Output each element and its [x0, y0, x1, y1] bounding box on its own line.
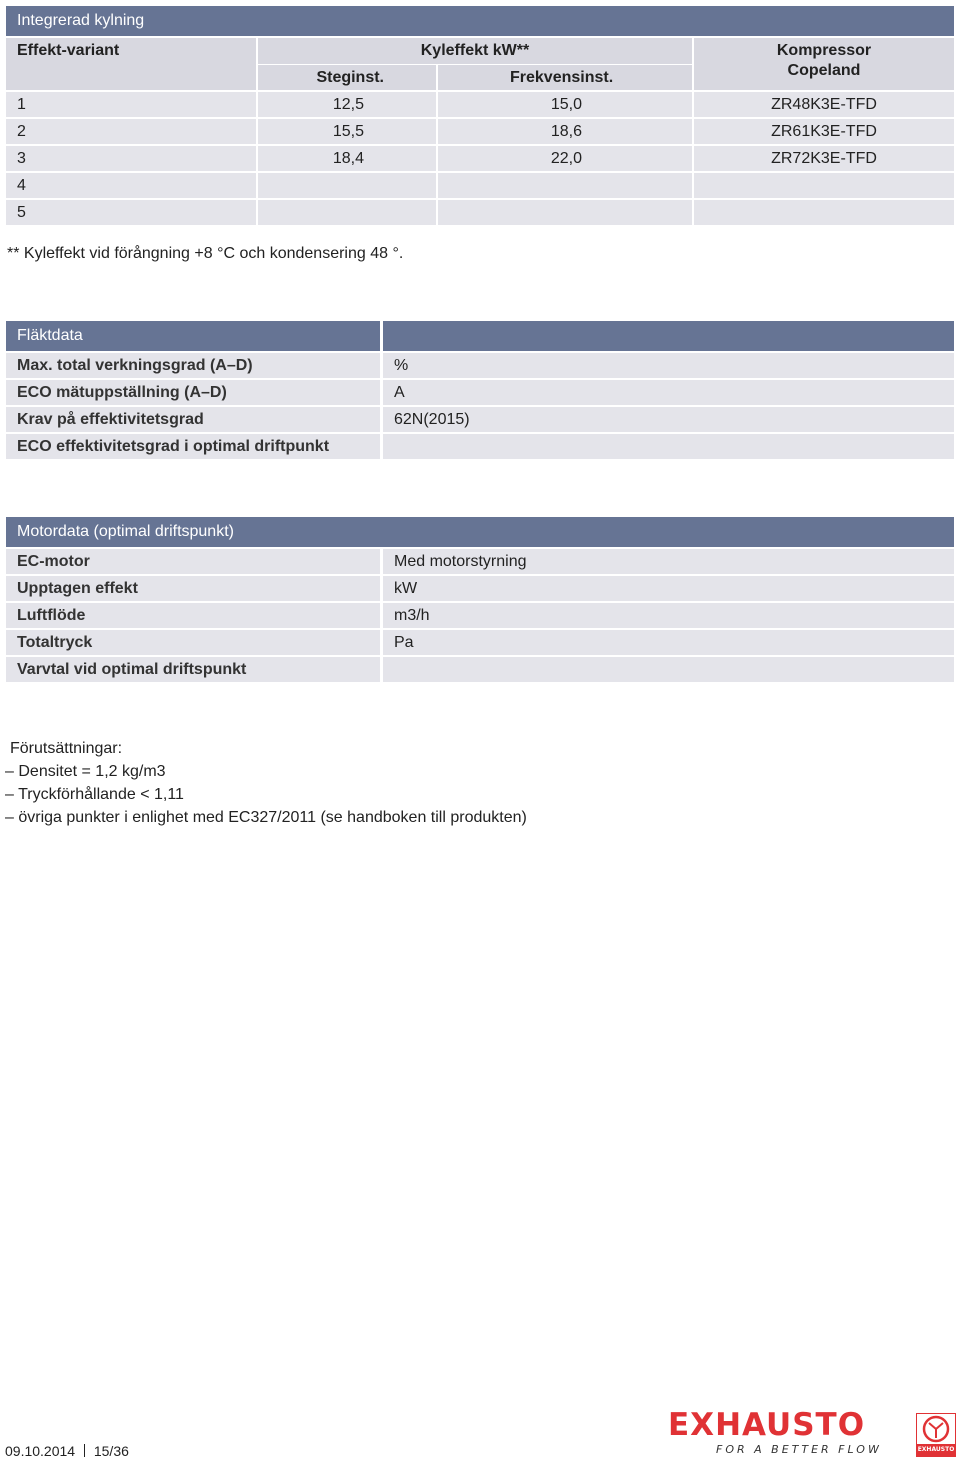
- fan-label: ECO effektivitetsgrad i optimal driftpunkt: [17, 438, 330, 455]
- fan-value: A: [394, 384, 405, 401]
- logo-wordmark: EXHAUSTO: [668, 1407, 866, 1443]
- footer-page-number: 15/36: [93, 1443, 129, 1459]
- table-row: [694, 173, 954, 198]
- table-row: [383, 353, 954, 378]
- motor-label: Totaltryck: [17, 634, 93, 651]
- table-row: [6, 353, 380, 378]
- badge-text: EXHAUSTO: [917, 1444, 955, 1456]
- table-row: [258, 146, 436, 171]
- motor-value: Med motorstyrning: [394, 553, 527, 570]
- variant-number: 2: [17, 123, 26, 140]
- page-footer: [5, 1443, 129, 1461]
- table-row: [694, 92, 954, 117]
- logo-tagline: FOR A BETTER FLOW: [716, 1443, 882, 1456]
- col-header-compressor-line2: Copeland: [787, 62, 861, 79]
- cooling-section-title: [6, 6, 954, 36]
- table-row: [438, 173, 692, 198]
- compressor-model: ZR61K3E-TFD: [771, 123, 877, 140]
- step-capacity: 12,5: [332, 96, 364, 113]
- step-capacity: 15,5: [332, 123, 364, 140]
- list-item: [5, 783, 905, 806]
- fan-value: 62N(2015): [394, 411, 470, 428]
- fan-header-value-cell: [383, 321, 954, 351]
- brand-badge-icon: [916, 1413, 956, 1457]
- motor-label: Luftflöde: [17, 607, 86, 624]
- cooling-footnote: ** Kyleffekt vid förångning +8 °C och kondensering 48 °.: [7, 245, 404, 262]
- list-item: [5, 760, 905, 783]
- conditions-block: [5, 737, 905, 829]
- table-row: [6, 657, 380, 682]
- motor-label: Upptagen effekt: [17, 580, 138, 597]
- table-row: [258, 92, 436, 117]
- table-row: [438, 119, 692, 144]
- table-row: [438, 92, 692, 117]
- table-row: [6, 380, 380, 405]
- table-row: [6, 92, 256, 117]
- condition-text: Tryckförhållande < 1,11: [18, 786, 184, 803]
- dash-bullet: –: [5, 763, 14, 780]
- freq-capacity: 18,6: [550, 123, 582, 140]
- fan-label: Krav på effektivitetsgrad: [17, 411, 204, 428]
- col-header-capacity-text: Kyleffekt kW**: [420, 42, 530, 59]
- sub-header-step: [258, 65, 436, 90]
- fan-section-title: [6, 321, 380, 351]
- fan-title-text: Fläktdata: [17, 327, 83, 344]
- table-row: [694, 200, 954, 225]
- table-row: [258, 173, 436, 198]
- footer-date: 09.10.2014: [5, 1443, 76, 1459]
- compressor-model: ZR72K3E-TFD: [771, 150, 877, 167]
- motor-value: m3/h: [394, 607, 430, 624]
- fan-label: ECO mätuppställning (A–D): [17, 384, 227, 401]
- col-header-compressor-line1: Kompressor: [776, 42, 872, 59]
- condition-text: övriga punkter i enlighet med EC327/2011 (se handboken till produkten): [18, 809, 527, 826]
- motor-section-title: [6, 517, 954, 547]
- table-row: [6, 576, 380, 601]
- table-row: [6, 200, 256, 225]
- dash-bullet: –: [5, 786, 14, 803]
- table-row: [694, 146, 954, 171]
- variant-number: 5: [17, 204, 26, 221]
- motor-label: EC-motor: [17, 553, 90, 570]
- freq-capacity: 15,0: [550, 96, 582, 113]
- table-row: [258, 200, 436, 225]
- table-row: [6, 549, 380, 574]
- table-row: [383, 380, 954, 405]
- sub-header-step-text: Steginst.: [316, 69, 384, 86]
- cooling-title-text: Integrerad kylning: [17, 12, 145, 29]
- list-item: [5, 806, 905, 829]
- fan-rows: [6, 353, 954, 461]
- table-row: [6, 434, 380, 459]
- col-header-capacity: [258, 38, 692, 64]
- table-row: [6, 603, 380, 628]
- col-header-variant-text: Effekt-variant: [17, 42, 120, 59]
- motor-value: Pa: [394, 634, 414, 651]
- conditions-title: Förutsättningar:: [10, 740, 123, 757]
- table-row: [6, 119, 256, 144]
- col-header-variant: [6, 38, 256, 90]
- motor-value: kW: [394, 580, 418, 597]
- variant-number: 3: [17, 150, 26, 167]
- footer-separator: [84, 1444, 85, 1457]
- table-row: [6, 146, 256, 171]
- step-capacity: 18,4: [332, 150, 364, 167]
- col-header-compressor: [694, 38, 954, 90]
- freq-capacity: 22,0: [550, 150, 582, 167]
- table-row: [438, 200, 692, 225]
- dash-bullet: –: [5, 809, 14, 826]
- motor-title-text: Motordata (optimal driftspunkt): [17, 523, 234, 540]
- table-row: [6, 630, 380, 655]
- table-row: [258, 119, 436, 144]
- table-row: [438, 146, 692, 171]
- table-row: [383, 549, 954, 574]
- fan-label: Max. total verkningsgrad (A–D): [17, 357, 253, 374]
- brand-logo: [668, 1408, 908, 1460]
- variant-number: 4: [17, 177, 26, 194]
- table-row: [694, 119, 954, 144]
- table-row: [383, 657, 954, 682]
- table-row: [6, 407, 380, 432]
- table-row: [383, 576, 954, 601]
- table-row: [383, 434, 954, 459]
- table-row: [6, 173, 256, 198]
- motor-label: Varvtal vid optimal driftspunkt: [17, 661, 247, 678]
- fan-circle-icon: [917, 1414, 955, 1444]
- condition-text: Densitet = 1,2 kg/m3: [18, 763, 166, 780]
- table-row: [383, 407, 954, 432]
- fan-value: %: [394, 357, 409, 374]
- sub-header-freq-text: Frekvensinst.: [510, 69, 614, 86]
- variant-number: 1: [17, 96, 26, 113]
- table-row: [383, 630, 954, 655]
- compressor-model: ZR48K3E-TFD: [771, 96, 877, 113]
- cooling-rows: [6, 92, 954, 227]
- table-row: [383, 603, 954, 628]
- motor-rows: [6, 549, 954, 684]
- sub-header-freq: [438, 65, 692, 90]
